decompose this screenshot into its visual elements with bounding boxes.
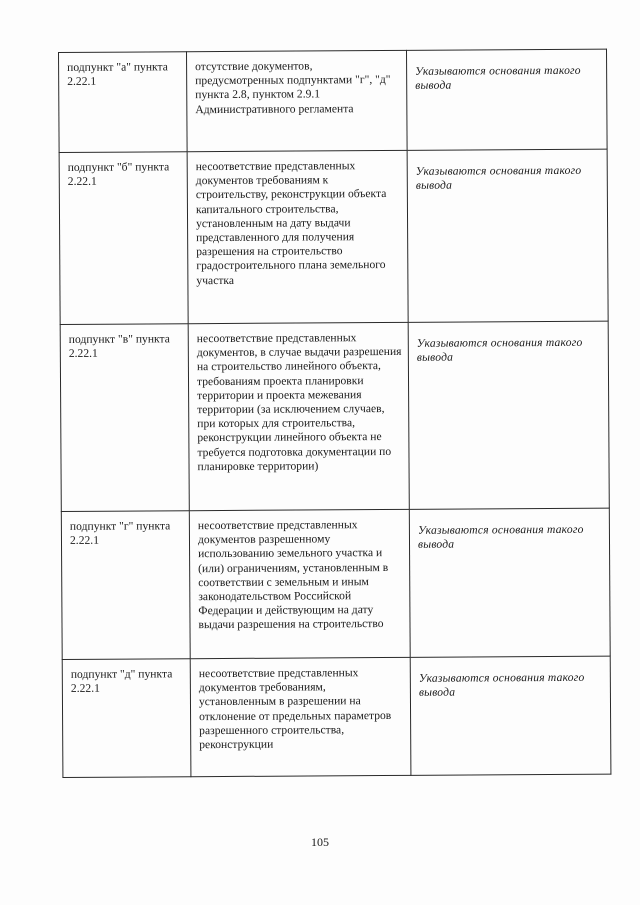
row-basis-cell: Указываются основания такого вывода <box>408 321 609 509</box>
grounds-table <box>58 49 611 778</box>
row-reason-cell: отсутствие документов, предусмотренных подпунктами "г", "д" пункта 2.8, пунктом 2.9.1 Административного регламента <box>187 50 408 151</box>
row-reason-cell: несоответствие представленных документов разрешенному использованию земельного участка и (или) ограничениям, установленным в соответствии с земельным и иным законодательством Российской Федерации и действующим на дату выдачи разрешения на строительство <box>189 509 410 658</box>
row-reason-cell: несоответствие представленных документов требованиям к строительству, реконструкции объекта капитального строительства, установленным на дату выдачи представленного для получения разрешения на строительство градостроительного плана земельного участка <box>187 150 408 323</box>
row-ref-cell: подпункт "г" пункта 2.22.1 <box>61 511 190 660</box>
grounds-table-wrapper <box>58 49 610 778</box>
row-ref-cell: подпункт "б" пункта 2.22.1 <box>59 152 188 325</box>
row-basis-cell: Указываются основания такого вывода <box>407 149 608 322</box>
row-ref-cell: подпункт "в" пункта 2.22.1 <box>60 324 189 512</box>
table-row <box>60 321 609 511</box>
page-number: 105 <box>311 835 329 849</box>
table-row <box>59 149 608 324</box>
row-basis-cell: Указываются основания такого вывода <box>406 49 607 150</box>
row-reason-cell: несоответствие представленных документов, в случае выдачи разрешения на строительство линейного объекта, требованиям проекта планировки территории и проекта межевания территории (за исключением случаев, при которых для строительства, реконструкции линейного объекта не требуется подготовка документации по планировке территории) <box>188 322 409 510</box>
table-row <box>59 49 608 152</box>
row-basis-cell: Указываются основания такого вывода <box>409 508 610 657</box>
row-ref-cell: подпункт "а" пункта 2.22.1 <box>59 52 188 153</box>
row-reason-cell: несоответствие представленных документов требованиям, установленным в разрешении на отклонение от предельных параметров разрешенного строительства, реконструкции <box>190 657 411 776</box>
row-basis-cell: Указываются основания такого вывода <box>410 656 611 775</box>
row-ref-cell: подпункт "д" пункта 2.22.1 <box>62 659 191 778</box>
table-row <box>62 656 611 777</box>
table-row <box>61 508 610 659</box>
